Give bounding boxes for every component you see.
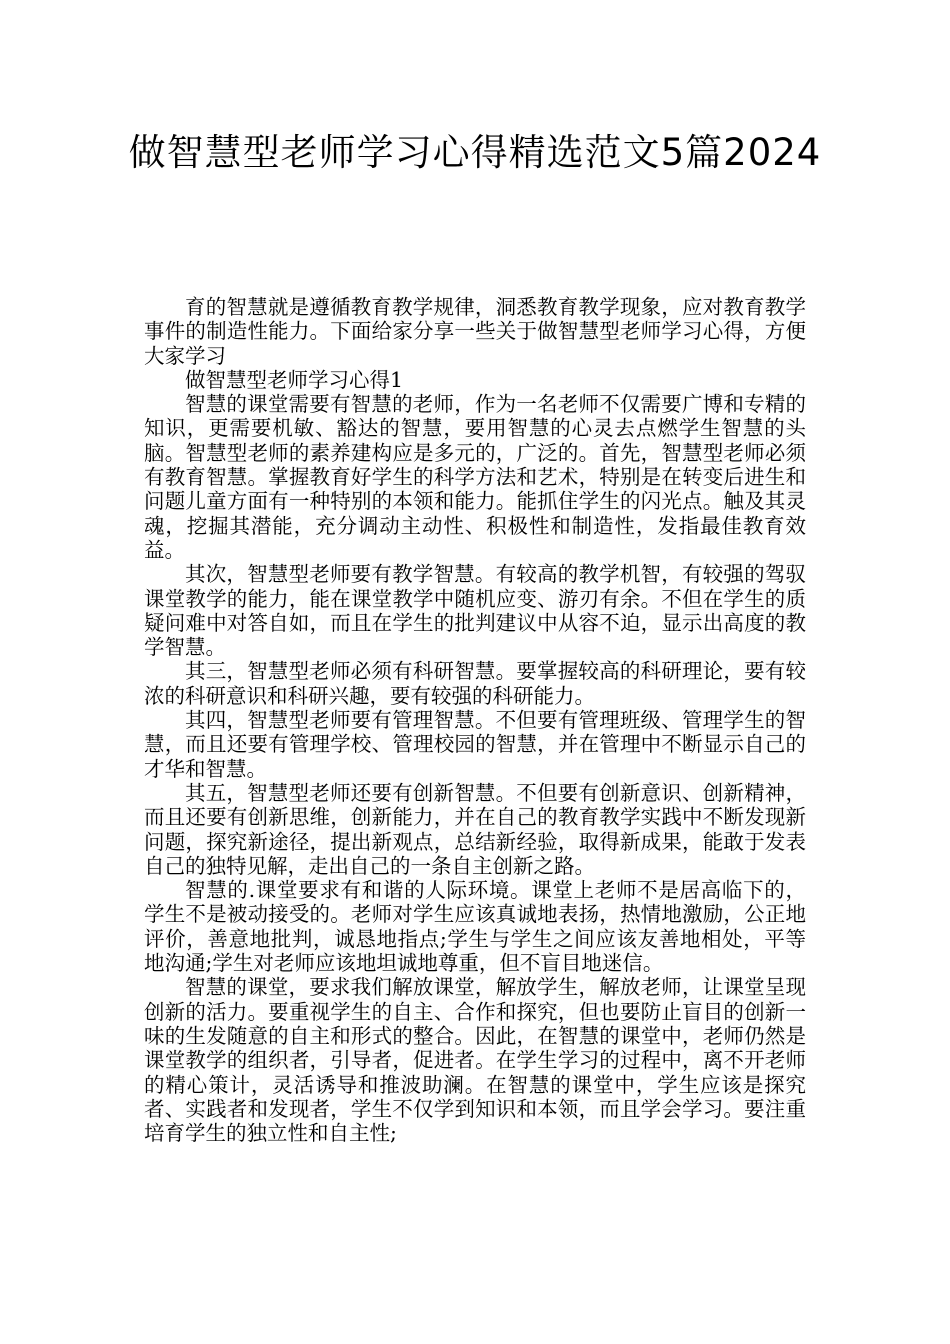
body-paragraph: 其四，智慧型老师要有管理智慧。不但要有管理班级、管理学生的智慧，而且还要有管理学校、管理校园的智慧，并在管理中不断显示自己的才华和智慧。 (144, 708, 806, 781)
body-paragraph: 其三，智慧型老师必须有科研智慧。要掌握较高的科研理论，要有较浓的科研意识和科研兴趣，要有较强的科研能力。 (144, 659, 806, 708)
document-title: 做智慧型老师学习心得精选范文5篇2024 (128, 131, 822, 174)
body-paragraph: 智慧的.课堂要求有和谐的人际环境。课堂上老师不是居高临下的，学生不是被动接受的。老师对学生应该真诚地表扬，热情地激励，公正地评价，善意地批判，诚恳地指点;学生与学生之间应该友善地相处，平等地沟通;学生对老师应该地坦诚地尊重，但不盲目地迷信。 (144, 878, 806, 976)
document-body (144, 295, 806, 1145)
section-heading: 做智慧型老师学习心得1 (185, 367, 404, 392)
body-paragraph: 智慧的课堂，要求我们解放课堂，解放学生，解放老师，让课堂呈现创新的活力。要重视学生的自主、合作和探究，但也要防止盲目的创新一味的生发随意的自主和形式的整合。因此，在智慧的课堂中，老师仍然是课堂教学的组织者，引导者，促进者。在学生学习的过程中，离不开老师的精心策计，灵活诱导和推波助澜。在智慧的课堂中，学生应该是探究者、实践者和发现者，学生不仅学到知识和本领，而且学会学习。要注重培育学生的独立性和自主性; (144, 975, 806, 1146)
body-paragraph: 其次，智慧型老师要有教学智慧。有较高的教学机智，有较强的驾驭课堂教学的能力，能在课堂教学中随机应变、游刃有余。不但在学生的质疑问难中对答自如，而且在学生的批判建议中从容不迫，显示出高度的教学智慧。 (144, 562, 806, 660)
intro-paragraph: 育的智慧就是遵循教育教学规律，洞悉教育教学现象，应对教育教学事件的制造性能力。下面给家分享一些关于做智慧型老师学习心得，方便大家学习 (144, 295, 806, 368)
body-paragraph: 其五，智慧型老师还要有创新智慧。不但要有创新意识、创新精神，而且还要有创新思维，创新能力，并在自己的教育教学实践中不断发现新问题，探究新途径，提出新观点，总结新经验，取得新成果，能敢于发表自己的独特见解，走出自己的一条自主创新之路。 (144, 780, 806, 878)
body-paragraph: 智慧的课堂需要有智慧的老师，作为一名老师不仅需要广博和专精的知识，更需要机敏、豁达的智慧，要用智慧的心灵去点燃学生智慧的头脑。智慧型老师的素养建构应是多元的，广泛的。首先，智慧型老师必须有教育智慧。掌握教育好学生的科学方法和艺术，特别是在转变后进生和问题儿童方面有一种特别的本领和能力。能抓住学生的闪光点。触及其灵魂，挖掘其潜能，充分调动主动性、积极性和制造性，发指最佳教育效益。 (144, 392, 806, 562)
